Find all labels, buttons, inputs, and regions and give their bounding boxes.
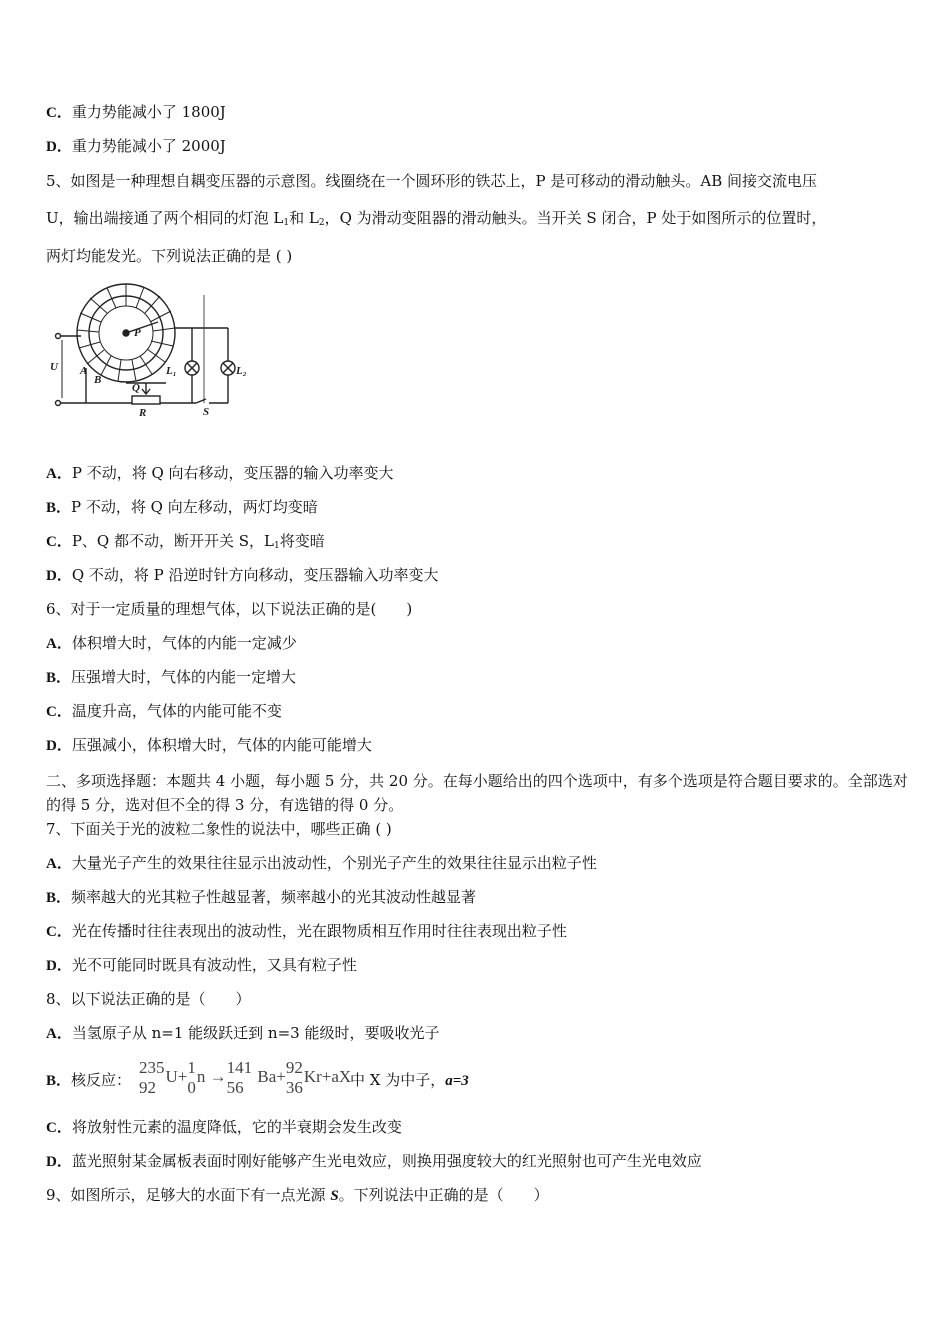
label-r: R: [139, 407, 147, 419]
q6-option-a: A．体积增大时，气体的内能一定减少: [46, 634, 297, 652]
q8-option-b-tail: 中 X 为中子，a=3: [350, 1071, 469, 1089]
section2-heading: 二、多项选择题：本题共 4 小题，每小题 5 分，共 20 分。在每小题给出的四个选项中，有多个选项是符合题目要求的。全部选对的得 5 分，选对但不全的得 3 分，有选错的得 0 分。: [46, 772, 908, 814]
q7-option-d: D．光不可能同时既具有波动性，又具有粒子性: [46, 956, 357, 974]
label-b: B: [94, 374, 102, 386]
q5-option-c: C．P、Q 都不动，断开开关 S，$L_1$将变暗: [46, 532, 325, 551]
q5-option-d: D．Q 不动，将 P 沿逆时针方向移动，变压器输入功率变大: [46, 566, 439, 584]
label-p: P: [134, 327, 141, 339]
q7-stem: 7、下面关于光的波粒二象性的说法中，哪些正确 ( ): [46, 820, 392, 838]
q8-option-c: C．将放射性元素的温度降低，它的半衰期会发生改变: [46, 1118, 402, 1136]
q4-option-c: C．重力势能减小了 1800J: [46, 103, 226, 121]
q5-stem-line1: 5、如图是一种理想自耦变压器的示意图。线圈绕在一个圆环形的铁芯上，P 是可移动的滑动触头。AB 间接交流电压: [46, 172, 818, 190]
autotransformer-circuit-figure: [46, 278, 261, 423]
q9-stem: 9、如图所示，足够大的水面下有一点光源 S。下列说法中正确的是（ ）: [46, 1186, 549, 1204]
q4-option-d: D．重力势能减小了 2000J: [46, 137, 226, 155]
label-u: U: [50, 361, 58, 373]
q6-option-b: B．压强增大时，气体的内能一定增大: [46, 668, 297, 686]
label-s: S: [203, 406, 210, 418]
nuclear-reaction-formula: 235 92 U+ 1 0 n → 141 56 Ba+ 92 36 Kr+aX: [139, 1058, 352, 1097]
q8-option-d: D．蓝光照射某金属板表面时刚好能够产生光电效应，则换用强度较大的红光照射也可产生光电效应: [46, 1152, 702, 1170]
label-a: A: [80, 365, 88, 377]
label-q: Q: [132, 382, 140, 394]
q7-option-b: B．频率越大的光其粒子性越显著，频率越小的光其波动性越显著: [46, 888, 477, 906]
q7-option-c: C．光在传播时往往表现出的波动性，光在跟物质相互作用时往往表现出粒子性: [46, 922, 567, 940]
q5-stem-line3: 两灯均能发光。下列说法正确的是 ( ): [46, 247, 293, 265]
q5-option-b: B．P 不动，将 Q 向左移动，两灯均变暗: [46, 498, 318, 516]
q6-stem: 6、对于一定质量的理想气体，以下说法正确的是( ): [46, 600, 413, 618]
q5-stem-line2: U，输出端接通了两个相同的灯泡 $L_1$和 $L_2$，Q 为滑动变阻器的滑动触头。当开关 S 闭合，P 处于如图所示的位置时，: [46, 209, 827, 228]
label-l1: L₁: [166, 365, 177, 377]
label-l2: L₂: [236, 365, 247, 377]
q6-option-d: D．压强减小，体积增大时，气体的内能可能增大: [46, 736, 372, 754]
q7-option-a: A．大量光子产生的效果往往显示出波动性，个别光子产生的效果往往显示出粒子性: [46, 854, 597, 872]
q8-option-a: A．当氢原子从 n=1 能级跃迁到 n=3 能级时，要吸收光子: [46, 1024, 440, 1042]
q8-option-b: B．核反应：: [46, 1071, 132, 1089]
q5-option-a: A．P 不动，将 Q 向右移动，变压器的输入功率变大: [46, 464, 394, 482]
q8-stem: 8、以下说法正确的是（ ）: [46, 990, 251, 1008]
q6-option-c: C．温度升高，气体的内能可能不变: [46, 702, 282, 720]
